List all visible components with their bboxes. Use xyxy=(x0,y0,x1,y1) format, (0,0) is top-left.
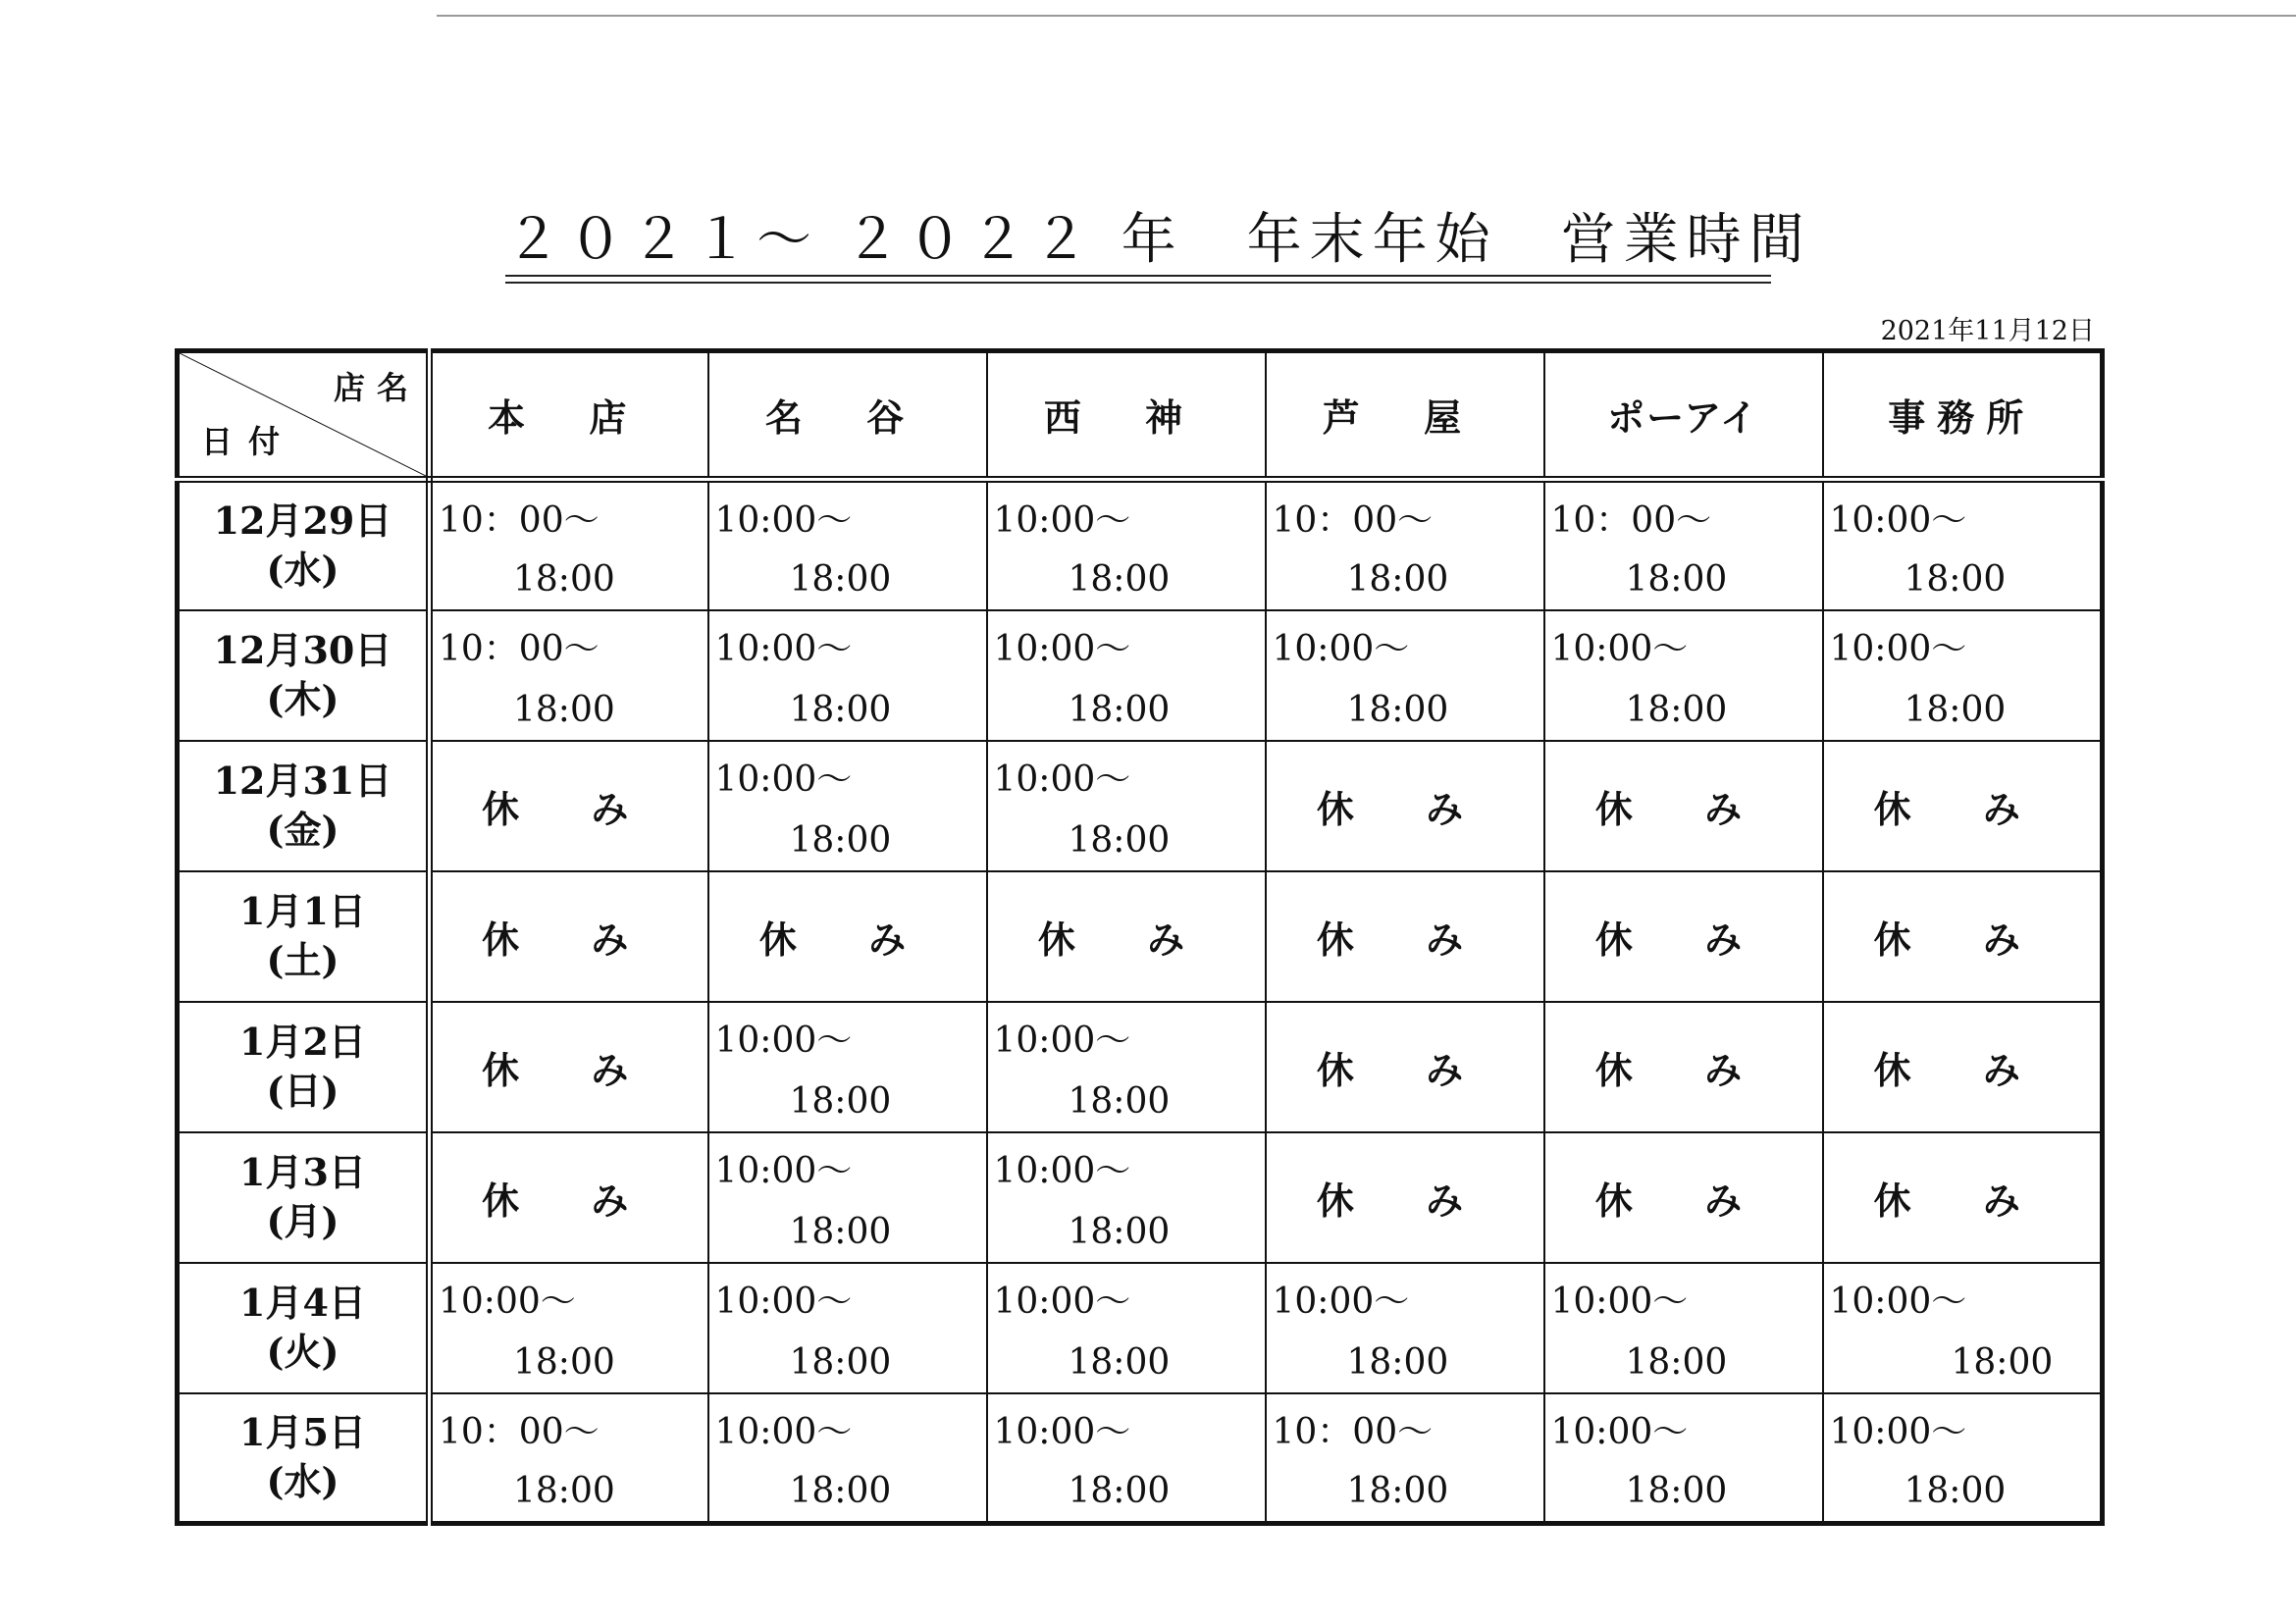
hours-cell xyxy=(1544,480,1823,610)
closing-time: 18:00 xyxy=(1068,819,1171,861)
date-label: 1月3日 xyxy=(239,1150,366,1194)
date-label: 12月30日 xyxy=(213,628,392,672)
hours-cell xyxy=(1544,610,1823,741)
table-row xyxy=(178,741,2103,871)
hours-cell xyxy=(987,1002,1266,1132)
shop-header-seishin: 西 神 xyxy=(987,351,1266,480)
closing-time: 18:00 xyxy=(1951,1341,2054,1383)
opening-time: 10:00～ xyxy=(993,1020,1131,1061)
opening-time: 10:00～ xyxy=(714,1411,853,1452)
weekday-label: (日) xyxy=(266,1069,339,1113)
hours-cell xyxy=(1823,1393,2103,1524)
closed-cell: 休 み xyxy=(1266,871,1544,1002)
hours-cell xyxy=(1266,1263,1544,1393)
opening-time: 10:00～ xyxy=(1272,628,1410,669)
hours-cell xyxy=(1823,610,2103,741)
closed-cell: 休 み xyxy=(1823,871,2103,1002)
date-cell xyxy=(178,1263,430,1393)
hours-cell xyxy=(708,610,987,741)
closed-cell: 休 み xyxy=(1823,741,2103,871)
scan-artifact-line xyxy=(437,15,2296,17)
opening-time: 10:00～ xyxy=(714,1150,853,1191)
date-label: 1月5日 xyxy=(239,1410,366,1455)
closed-cell: 休 み xyxy=(708,871,987,1002)
closed-cell: 休 み xyxy=(1544,1132,1823,1263)
hours-cell xyxy=(1823,480,2103,610)
opening-time: 10:00～ xyxy=(1550,628,1689,669)
hours-cell xyxy=(430,1393,708,1524)
closed-cell: 休 み xyxy=(1266,1132,1544,1263)
opening-time: 10:00～ xyxy=(714,1281,853,1322)
hours-cell xyxy=(987,1393,1266,1524)
hours-cell xyxy=(987,610,1266,741)
hours-cell xyxy=(708,1393,987,1524)
date-label: 12月31日 xyxy=(213,759,392,803)
hours-cell xyxy=(987,1132,1266,1263)
table-row xyxy=(178,480,2103,610)
hours-cell xyxy=(1266,1393,1544,1524)
opening-time: 10：00～ xyxy=(1550,500,1712,541)
opening-time: 10：00～ xyxy=(1272,1411,1434,1452)
table-row xyxy=(178,871,2103,1002)
date-cell xyxy=(178,480,430,610)
opening-time: 10：00～ xyxy=(439,500,600,541)
corner-shop-label: 店名 xyxy=(333,369,420,406)
closed-cell: 休 み xyxy=(1823,1002,2103,1132)
hours-cell xyxy=(1544,1263,1823,1393)
closed-cell: 休 み xyxy=(430,741,708,871)
date-cell xyxy=(178,871,430,1002)
closed-cell: 休 み xyxy=(430,1002,708,1132)
opening-time: 10：00～ xyxy=(439,628,600,669)
closed-cell: 休 み xyxy=(1266,1002,1544,1132)
opening-time: 10:00～ xyxy=(993,759,1131,800)
weekday-label: (木) xyxy=(266,677,339,721)
opening-time: 10:00～ xyxy=(1272,1281,1410,1322)
shop-header-port-island: ポーアイ xyxy=(1544,351,1823,480)
table-row xyxy=(178,1263,2103,1393)
corner-date-label: 日付 xyxy=(201,423,296,460)
closing-time: 18:00 xyxy=(1068,1471,1171,1511)
closing-time: 18:00 xyxy=(1068,1211,1171,1252)
shop-header-myodani: 名 谷 xyxy=(708,351,987,480)
business-hours-table xyxy=(175,348,2105,1526)
closing-time: 18:00 xyxy=(789,1211,892,1252)
closing-time: 18:00 xyxy=(513,1471,615,1511)
opening-time: 10:00～ xyxy=(714,1020,853,1061)
closed-cell: 休 み xyxy=(430,871,708,1002)
closing-time: 18:00 xyxy=(1625,1341,1728,1383)
opening-time: 10:00～ xyxy=(714,628,853,669)
hours-cell xyxy=(430,480,708,610)
weekday-label: (土) xyxy=(266,938,339,982)
date-label: 1月2日 xyxy=(239,1020,366,1064)
closing-time: 18:00 xyxy=(789,819,892,861)
opening-time: 10：00～ xyxy=(439,1411,600,1452)
opening-time: 10:00～ xyxy=(993,628,1131,669)
closed-cell: 休 み xyxy=(430,1132,708,1263)
issue-date: 2021年11月12日 xyxy=(1880,316,2095,346)
hours-cell xyxy=(708,1132,987,1263)
opening-time: 10:00～ xyxy=(1550,1411,1689,1452)
date-cell xyxy=(178,1132,430,1263)
title-underline xyxy=(505,275,1771,277)
opening-time: 10:00～ xyxy=(1829,628,1967,669)
shop-header-office: 事務所 xyxy=(1823,351,2103,480)
closing-time: 18:00 xyxy=(789,1341,892,1383)
closing-time: 18:00 xyxy=(789,689,892,730)
closing-time: 18:00 xyxy=(1904,558,2007,600)
closing-time: 18:00 xyxy=(1625,558,1728,600)
closing-time: 18:00 xyxy=(1625,689,1728,730)
closing-time: 18:00 xyxy=(789,558,892,600)
hours-cell xyxy=(708,1002,987,1132)
weekday-label: (火) xyxy=(266,1330,339,1374)
weekday-label: (水) xyxy=(266,1459,339,1504)
table-row xyxy=(178,610,2103,741)
hours-cell xyxy=(1266,480,1544,610)
closing-time: 18:00 xyxy=(1625,1471,1728,1511)
closed-cell: 休 み xyxy=(1544,1002,1823,1132)
date-label: 12月29日 xyxy=(213,498,392,544)
date-label: 1月1日 xyxy=(239,889,366,933)
closing-time: 18:00 xyxy=(513,1341,615,1383)
shop-header-ashiya: 芦 屋 xyxy=(1266,351,1544,480)
opening-time: 10:00～ xyxy=(993,500,1131,541)
opening-time: 10:00～ xyxy=(439,1281,576,1322)
opening-time: 10:00～ xyxy=(1829,1281,1967,1322)
table-row xyxy=(178,1002,2103,1132)
closing-time: 18:00 xyxy=(1346,689,1449,730)
weekday-label: (水) xyxy=(266,548,339,593)
closed-cell: 休 み xyxy=(1544,741,1823,871)
closing-time: 18:00 xyxy=(1904,1471,2007,1511)
hours-cell xyxy=(987,480,1266,610)
closing-time: 18:00 xyxy=(1904,689,2007,730)
document-title: ２０２１～ ２０２２ 年 年末年始 営業時間 xyxy=(505,208,1812,272)
hours-cell xyxy=(430,610,708,741)
closed-cell: 休 み xyxy=(1823,1132,2103,1263)
date-cell xyxy=(178,1393,430,1524)
closing-time: 18:00 xyxy=(789,1080,892,1122)
closing-time: 18:00 xyxy=(1068,1341,1171,1383)
hours-cell xyxy=(430,1263,708,1393)
opening-time: 10:00～ xyxy=(993,1411,1131,1452)
hours-cell xyxy=(1544,1393,1823,1524)
hours-cell xyxy=(708,480,987,610)
closing-time: 18:00 xyxy=(1346,1341,1449,1383)
closed-cell: 休 み xyxy=(1266,741,1544,871)
date-label: 1月4日 xyxy=(239,1281,366,1325)
hours-cell xyxy=(987,1263,1266,1393)
hours-cell xyxy=(987,741,1266,871)
opening-time: 10:00～ xyxy=(1829,1411,1967,1452)
closing-time: 18:00 xyxy=(789,1471,892,1511)
table-row xyxy=(178,1393,2103,1524)
shop-header-honten: 本 店 xyxy=(430,351,708,480)
opening-time: 10：00～ xyxy=(1272,500,1434,541)
date-cell xyxy=(178,610,430,741)
opening-time: 10:00～ xyxy=(1550,1281,1689,1322)
closing-time: 18:00 xyxy=(513,689,615,730)
opening-time: 10:00～ xyxy=(993,1150,1131,1191)
header-row xyxy=(178,351,2103,480)
opening-time: 10:00～ xyxy=(714,500,853,541)
closed-cell: 休 み xyxy=(987,871,1266,1002)
hours-cell xyxy=(708,741,987,871)
weekday-label: (月) xyxy=(266,1199,339,1243)
title-underline-second xyxy=(505,282,1771,284)
closing-time: 18:00 xyxy=(513,558,615,600)
opening-time: 10:00～ xyxy=(1829,500,1967,541)
corner-cell xyxy=(178,351,430,480)
closing-time: 18:00 xyxy=(1068,558,1171,600)
weekday-label: (金) xyxy=(266,808,339,852)
opening-time: 10:00～ xyxy=(993,1281,1131,1322)
closing-time: 18:00 xyxy=(1068,1080,1171,1122)
table-row xyxy=(178,1132,2103,1263)
closing-time: 18:00 xyxy=(1068,689,1171,730)
date-cell xyxy=(178,1002,430,1132)
hours-cell xyxy=(1266,610,1544,741)
closing-time: 18:00 xyxy=(1346,1471,1449,1511)
date-cell xyxy=(178,741,430,871)
hours-cell xyxy=(1823,1263,2103,1393)
closed-cell: 休 み xyxy=(1544,871,1823,1002)
opening-time: 10:00～ xyxy=(714,759,853,800)
hours-cell xyxy=(708,1263,987,1393)
closing-time: 18:00 xyxy=(1346,558,1449,600)
